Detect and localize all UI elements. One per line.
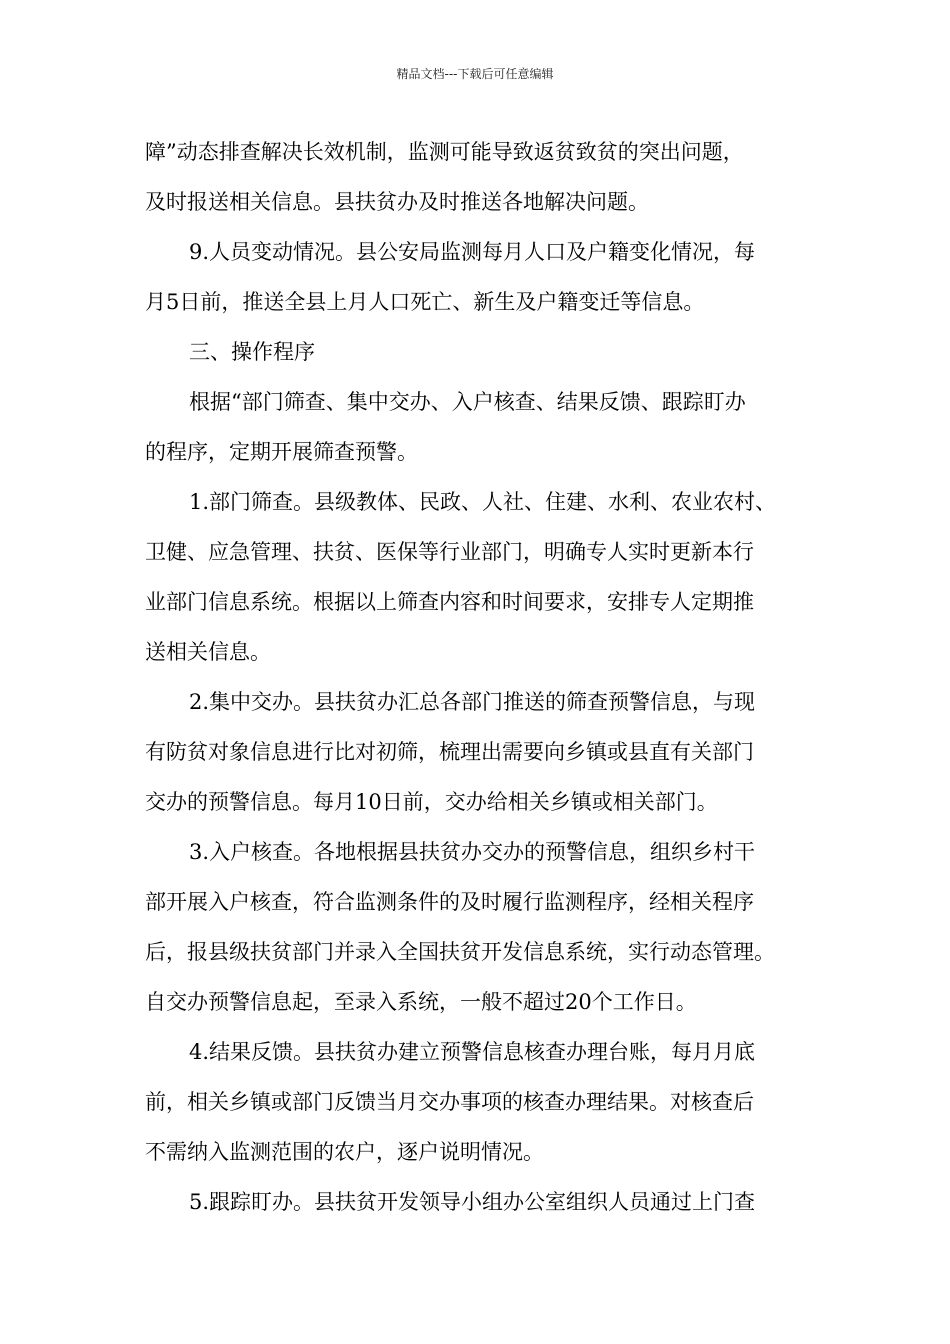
text-line: 5.跟踪盯办。县扶贫开发领导小组办公室组织人员通过上门查 bbox=[189, 1190, 756, 1214]
text-line: 自交办预警信息起，至录入系统，一般不超过20个工作日。 bbox=[145, 990, 697, 1014]
text-line: 4.结果反馈。县扶贫办建立预警信息核查办理台账，每月月底 bbox=[189, 1040, 756, 1064]
paragraph-4 bbox=[145, 377, 825, 477]
document-body bbox=[145, 127, 825, 1227]
page-header: 精品文档---下载后可任意编辑 bbox=[396, 67, 554, 81]
text-line: 有防贫对象信息进行比对初筛，梳理出需要向乡镇或县直有关部门 bbox=[145, 740, 754, 764]
text-line: 交办的预警信息。每月10日前，交办给相关乡镇或相关部门。 bbox=[145, 790, 718, 814]
paragraph-2 bbox=[145, 227, 825, 327]
text-line: 9.人员变动情况。县公安局监测每月人口及户籍变化情况，每 bbox=[189, 240, 756, 264]
text-line: 障”动态排查解决长效机制，监测可能导致返贫致贫的突出问题， bbox=[145, 140, 744, 164]
paragraph-7 bbox=[145, 827, 825, 1027]
heading-line: 三、操作程序 bbox=[189, 340, 315, 364]
paragraph-8 bbox=[145, 1027, 825, 1177]
paragraph-5 bbox=[145, 477, 825, 677]
text-line: 3.入户核查。各地根据县扶贫办交办的预警信息，组织乡村干 bbox=[189, 840, 756, 864]
text-line: 月5日前，推送全县上月人口死亡、新生及户籍变迁等信息。 bbox=[145, 290, 705, 314]
text-line: 业部门信息系统。根据以上筛查内容和时间要求，安排专人定期推 bbox=[145, 590, 754, 614]
text-line: 及时报送相关信息。县扶贫办及时推送各地解决问题。 bbox=[145, 190, 649, 214]
text-line: 后，报县级扶贫部门并录入全国扶贫开发信息系统，实行动态管理。 bbox=[145, 940, 775, 964]
text-line: 根据“部门筛查、集中交办、入户核查、结果反馈、跟踪盯办 bbox=[189, 390, 746, 414]
paragraph-1 bbox=[145, 127, 825, 227]
section-heading bbox=[145, 327, 825, 377]
text-line: 的程序，定期开展筛查预警。 bbox=[145, 440, 418, 464]
text-line: 部开展入户核查，符合监测条件的及时履行监测程序，经相关程序 bbox=[145, 890, 754, 914]
paragraph-6 bbox=[145, 677, 825, 827]
text-line: 送相关信息。 bbox=[145, 640, 271, 664]
text-line: 不需纳入监测范围的农户，逐户说明情况。 bbox=[145, 1140, 544, 1164]
text-line: 2.集中交办。县扶贫办汇总各部门推送的筛查预警信息，与现 bbox=[189, 690, 756, 714]
text-line: 卫健、应急管理、扶贫、医保等行业部门，明确专人实时更新本行 bbox=[145, 540, 754, 564]
text-line: 1.部门筛查。县级教体、民政、人社、住建、水利、农业农村、 bbox=[189, 490, 777, 514]
text-line: 前，相关乡镇或部门反馈当月交办事项的核查办理结果。对核查后 bbox=[145, 1090, 754, 1114]
paragraph-9 bbox=[145, 1177, 825, 1227]
